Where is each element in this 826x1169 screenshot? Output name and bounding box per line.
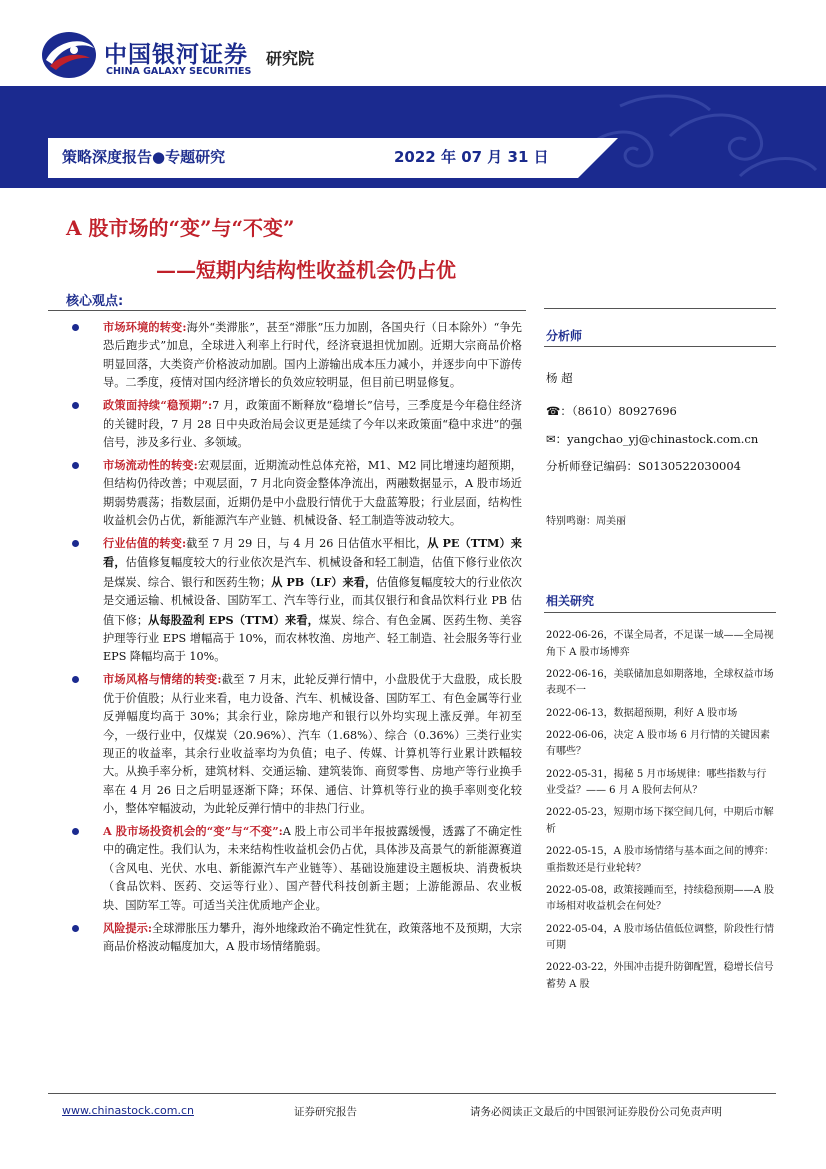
analyst-divider <box>544 346 776 347</box>
core-point-text: A 股上市公司半年报披露缓慢，透露了不确定性中的确定性。我们认为，未来结构性收益机会仍占优，具体涉及高景气的新能源赛道（含风电、光伏、水电、新能源汽车产业链等）、基础设施建设主题板块、消费板块（食品饮料、医药、交运等行业）、国产替代科技创新主题；上游能源品、农业板块、国防军工等。可适当关注优质地产企业。 <box>103 825 522 912</box>
core-point-emphasis: 从 PE（TTM）来看， <box>103 535 522 570</box>
core-point-heading: 政策面持续“稳预期”: <box>103 398 213 413</box>
core-point-item <box>60 670 522 818</box>
core-point-heading: 行业估值的转变: <box>103 535 187 550</box>
bullet-dot-icon <box>72 925 79 932</box>
core-point-emphasis: 从 PB（LF）来看， <box>271 574 377 589</box>
bullet-dot-icon <box>72 462 79 469</box>
related-research-item[interactable]: 2022-05-15，A 股市场情绪与基本面之间的博弈：重指数还是行业轮转？ <box>546 846 775 874</box>
special-thanks: 特别鸣谢：周美丽 <box>546 516 626 527</box>
website-link[interactable]: www.chinastock.com.cn <box>62 1104 194 1117</box>
analyst-registration: 分析师登记编码：S0130522030004 <box>546 459 741 473</box>
related-research-heading: 相关研究 <box>546 594 595 608</box>
bullet-dot-icon <box>72 402 79 409</box>
logo-chinese-name: 中国银河证券 <box>104 42 248 68</box>
sidebar-top-divider <box>544 308 776 309</box>
report-title: A 股市场的“变”与“不变” <box>66 216 295 240</box>
core-point-item <box>60 318 522 393</box>
core-point-text: 海外“类滞胀”，甚至“滞胀”压力加剧，各国央行（日本除外）“争先恐后跑步式”加息，全球进入利率上行时代，经济衰退担忧加剧。近期大宗商品价格明显回落，大类资产价格波动加剧。国内上游输出成本压力减小，并逐步向中下游传导。二季度，疫情对国内经济增长的负效应较明显，但目前已明显修复。 <box>103 321 522 390</box>
related-research-item[interactable]: 2022-06-26，不谋全局者，不足谋一域——全局视角下 A 股市场博弈 <box>546 630 774 658</box>
core-point-text: 截至 7 月末，此轮反弹行情中，小盘股优于大盘股，成长股优于价值股；从行业来看，电力设备、汽车、机械设备、国防军工、有色金属等行业反弹幅度均高于 30%；其余行业，除房地产和银行以外均实现上涨反弹。年初至今，一级行业中，仅煤炭（20.96%）、汽车（1.68%）、综合（0.36%）三类行业实现正的收益率，其余行业收益率均为负值；电子、传媒、计算机等行业累计跌幅较大。从换手率分析，建筑材料、交通运输、建筑装饰、商贸零售、房地产等行业换手率在 4 月 26 日之后明显逐渐下降；环保、通信、计算机等行业的换手率则变化较小，整体窄幅波动，为此轮反弹行情中的非热门行业。 <box>103 673 523 816</box>
analyst-heading: 分析师 <box>546 329 583 343</box>
report-subtitle: ——短期内结构性收益机会仍占优 <box>156 258 456 282</box>
related-research-item[interactable]: 2022-06-16，美联储加息如期落地，全球权益市场表现不一 <box>546 668 774 697</box>
related-research-item[interactable]: 2022-05-08，政策接踵而至，持续稳预期——A 股市场相对收益机会在何处？ <box>546 884 775 913</box>
core-point-item <box>60 822 522 915</box>
related-research-item[interactable]: 2022-05-23，短期市场下探空间几何，中期后市解析 <box>546 807 774 835</box>
core-points-heading: 核心观点: <box>66 294 124 309</box>
logo-english-name: CHINA GALAXY SECURITIES <box>106 66 252 77</box>
analyst-phone: ☎：（8610）80927696 <box>546 404 677 418</box>
banner-band-corner <box>578 138 618 178</box>
related-research-item[interactable]: 2022-05-31，揭秘 5 月市场规律：哪些指数与行业受益？—— 6 月 A 股何去何从？ <box>546 768 767 797</box>
related-divider <box>544 612 776 613</box>
research-institute-label: 研究院 <box>266 49 315 68</box>
core-point-heading: 市场风格与情绪的转变: <box>103 672 222 687</box>
core-point-text: 全球滞胀压力攀升，海外地缘政治不确定性犹在，政策落地不及预期，大宗商品价格波动幅度加大，A 股市场情绪脆弱。 <box>103 921 522 953</box>
core-point-text: 截至 7 月 29 日，与 4 月 26 日估值水平相比， <box>186 536 428 550</box>
company-logo <box>40 30 370 80</box>
core-point-item <box>60 919 522 957</box>
galaxy-logo-icon <box>40 30 98 80</box>
analyst-name: 杨 超 <box>546 371 573 385</box>
related-research-item[interactable]: 2022-03-22，外围冲击提升防御配置，稳增长信号蓄势 A 股 <box>546 962 774 991</box>
analyst-email: ✉：yangchao_yj@chinastock.com.cn <box>546 432 759 446</box>
footer-disclaimer: 请务必阅读正文最后的中国银河证券股份公司免责声明 <box>470 1106 722 1118</box>
core-point-text: 宏观层面，近期流动性总体充裕，M1、M2 同比增速均超预期，但结构仍待改善；中观层面，7 月北向资金整体净流出，两融数据显示，A 股市场近期弱势震荡；指数层面，近期仍是中小盘股行情优于大盘蓝筹股；行业层面，结构性收益机会仍占优，新能源汽车产业链、机械设备、轻工制造等波动较大。 <box>103 458 522 528</box>
related-research-item[interactable]: 2022-06-13，数据超预期，利好 A 股市场 <box>546 707 738 719</box>
report-date: 2022 年 07 月 31 日 <box>394 148 549 166</box>
core-point-text: 估值修复幅度较大的行业依次是交通运输、机械设备、国防军工、汽车等行业，而其仅银行和食品饮料行业 PB 估值下修； <box>103 575 522 627</box>
core-point-heading: 风险提示: <box>103 920 152 935</box>
core-divider <box>48 310 526 311</box>
related-research-item[interactable]: 2022-05-04，A 股市场估值低位调整，阶段性行情可期 <box>546 923 775 952</box>
bullet-dot-icon <box>72 324 79 331</box>
core-points-list <box>60 318 522 960</box>
related-research-list <box>546 628 776 999</box>
core-point-heading: 市场流动性的转变: <box>103 457 198 472</box>
core-point-emphasis: 从每股盈利 EPS（TTM）来看， <box>148 612 319 627</box>
footer-label: 证券研究报告 <box>294 1106 357 1118</box>
bullet-dot-icon <box>72 540 79 547</box>
core-point-item <box>60 456 522 531</box>
core-point-heading: A 股市场投资机会的“变”与“不变”: <box>103 824 283 839</box>
core-point-heading: 市场环境的转变: <box>103 320 187 334</box>
core-point-item <box>60 534 522 667</box>
bullet-dot-icon <box>72 676 79 683</box>
related-research-item[interactable]: 2022-06-06，决定 A 股市场 6 月行情的关键因素有哪些？ <box>546 729 770 758</box>
core-point-item <box>60 396 522 452</box>
report-type: 策略深度报告●专题研究 <box>62 148 226 166</box>
bullet-dot-icon <box>72 828 79 835</box>
core-point-text: 估值修复幅度较大的行业依次是汽车、机械设备和轻工制造，估值下修行业依次是煤炭、综合、银行和医药生物； <box>103 556 522 589</box>
core-point-text: 7 月，政策面不断释放“稳增长”信号，三季度是今年稳住经济的关键时段，7 月 28 日中央政治局会议更是延续了今年以来政策面“稳中求进”的强信号，涉及多行业、多领域。 <box>103 399 522 449</box>
footer-divider <box>48 1093 776 1094</box>
core-point-text: 煤炭、综合、有色金属、医药生物、美容护理等行业 EPS 增幅高于 10%，而农林牧渔、房地产、轻工制造、社会服务等行业 EPS 降幅均高于 10%。 <box>103 613 522 664</box>
